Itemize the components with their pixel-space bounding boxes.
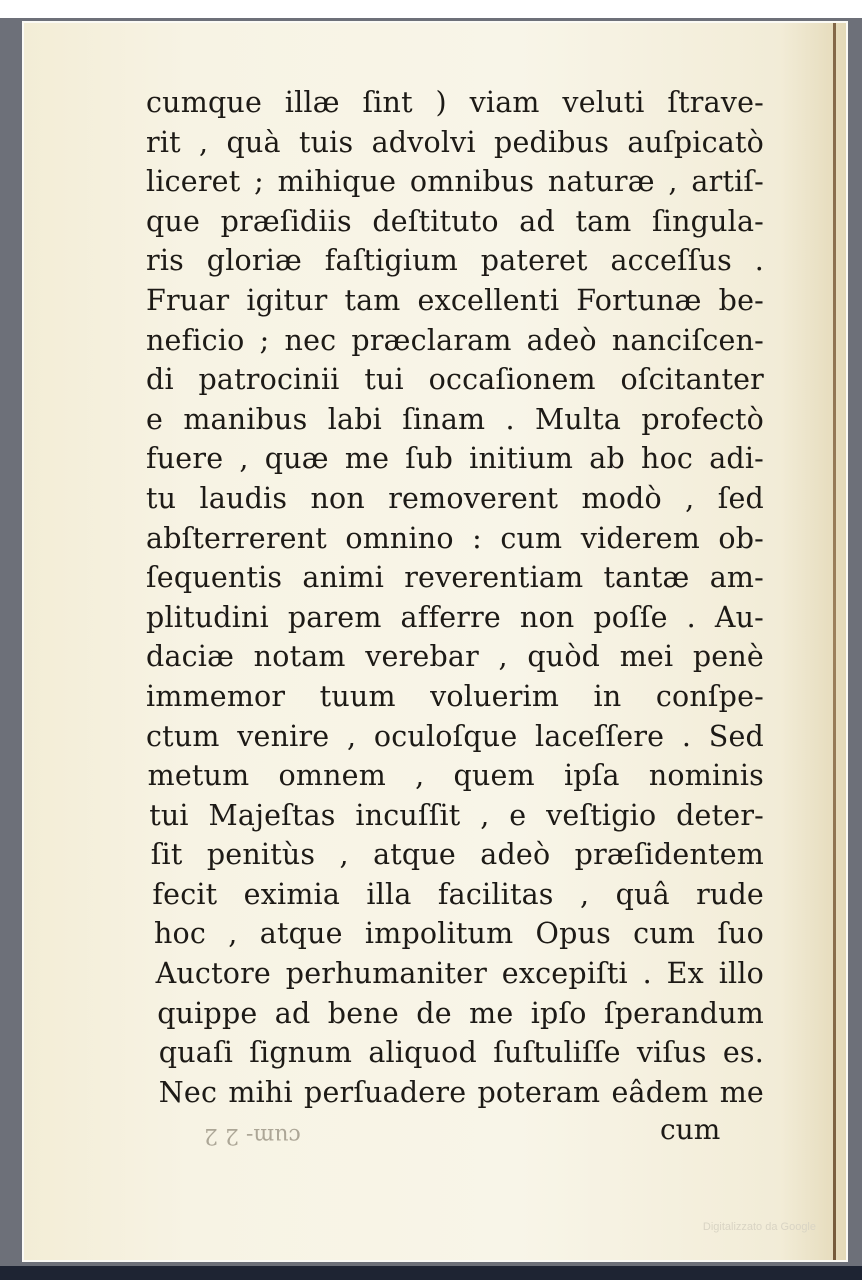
bottom-bar [0,1266,862,1280]
text-line: tu laudis non removerent modò , ſed [146,481,764,515]
text-line: fecit eximia illa facilitas , quâ rude [152,877,764,911]
text-line: ris gloriæ faſtigium pateret acceſſus . [146,244,764,278]
text-line: Nec mihi perſuadere poteram eâdem me [158,1075,764,1109]
text-line: tui Majeſtas incuſſit , e veſtigio deter- [149,798,764,832]
text-line: hoc , atque impolitum Opus cum ſuo [154,917,764,951]
text-line: rit , quà tuis advolvi pedibus auſpicatò [146,125,764,159]
text-line: neficio ; nec præclaram adeò nanciſcen- [146,323,764,357]
text-line: ſequentis animi reverentiam tantæ am- [146,561,764,595]
text-line: daciæ notam verebar , quòd mei penè [146,640,764,674]
google-watermark: Digitalizzato da Google [702,1221,816,1233]
text-line: ſit penitùs , atque adeò præſidentem [150,838,764,872]
text-line: que præſidiis deſtituto ad tam ſingula- [146,204,764,238]
text-line: ctum venire , oculoſque laceſſere . Sed [146,719,764,753]
text-line: immemor tuum voluerim in conſpe- [146,679,764,713]
page-body-text [146,83,764,1112]
text-line: quippe ad bene de me ipſo ſperandum [157,996,764,1030]
text-line: plitudini parem afferre non poſſe . Au- [146,600,764,634]
text-line: e manibus labi ſinam . Multa profectò [146,402,764,436]
text-line: metum omnem , quem ipſa nominis [147,759,764,793]
text-line: Auctore perhumaniter excepiſti . Ex illo [155,957,764,991]
bleed-through-text: cum- 2 2 [204,1123,301,1148]
text-line: di patrocinii tui occaſionem oſcitanter [146,363,764,397]
scanned-book-page [22,21,848,1262]
catchword: cum [660,1113,721,1146]
text-line: quaſi ſignum aliquod ſuſtuliſſe viſus es. [158,1036,764,1070]
text-line: fuere , quæ me ſub initium ab hoc adi- [146,442,764,476]
text-line: abſterrerent omnino : cum viderem ob- [146,521,764,555]
text-line: cumque illæ ſint ) viam veluti ſtrave- [146,86,764,119]
page-edge-shadow [833,23,836,1260]
text-line: Fruar igitur tam excellenti Fortunæ be- [146,283,764,317]
text-line: liceret ; mihique omnibus naturæ , artiſ- [146,165,764,199]
